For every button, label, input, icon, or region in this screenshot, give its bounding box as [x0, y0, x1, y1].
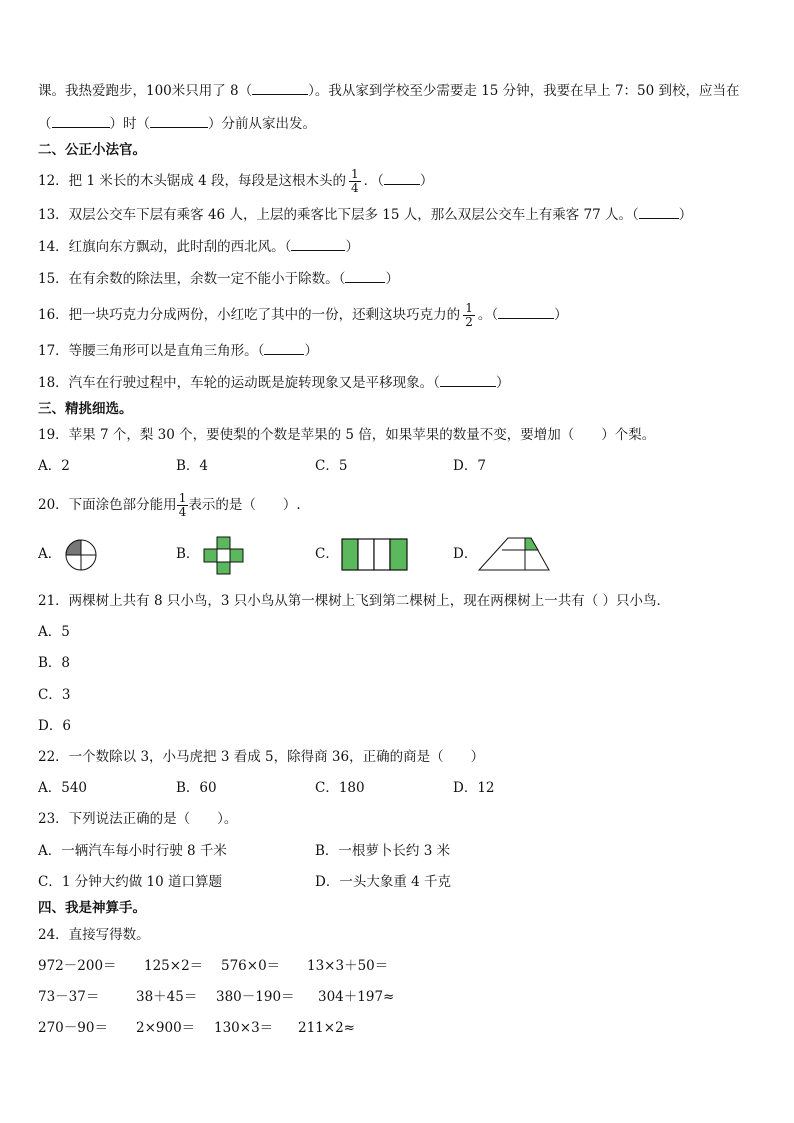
trapezoid-figure [478, 536, 550, 572]
answer-blank[interactable] [440, 373, 496, 387]
answer-blank[interactable] [384, 171, 420, 185]
option-c[interactable]: C．3 [38, 687, 71, 703]
text-line-1: 课。我热爱跑步，100米只用了 8（ ）。我从家到学校至少需要走 15 分钟，我要在早上 7：50 到校，应当在 [38, 83, 740, 99]
option-a[interactable]: A．一辆汽车每小时行驶 8 千米 [38, 843, 227, 859]
calc-item: 380－190＝ [216, 989, 295, 1005]
option-a[interactable]: A．540 [38, 780, 88, 796]
section-title: 三、精挑细选。 [38, 401, 133, 417]
calc-item: 130×3＝ [214, 1020, 274, 1036]
option-d[interactable]: D．6 [38, 718, 71, 734]
cross-figure [201, 536, 247, 576]
calc-item: 13×3＋50＝ [307, 958, 389, 974]
question-14: 14．红旗向东方飘动，此时刮的西北风。（ ） [38, 239, 359, 255]
option-b[interactable]: B．8 [38, 655, 71, 671]
question-16: 16．把一块巧克力分成两份，小红吃了其中的一份，还剩这块巧克力的 $\frac{1}{2}$ 。（ ） [38, 301, 568, 329]
answer-blank[interactable] [150, 114, 208, 128]
calc-item: 972－200＝ [38, 958, 117, 974]
option-d[interactable]: D． [453, 546, 478, 562]
calc-item: 576×0＝ [221, 958, 281, 974]
answer-blank[interactable] [345, 269, 385, 283]
question-13: 13．双层公交车下层有乘客 46 人，上层的乘客比下层多 15 人，那么双层公交车上有乘客 77 人。（ ） [38, 207, 693, 223]
calc-item: 125×2＝ [144, 958, 204, 974]
calc-item: 270－90＝ [38, 1020, 108, 1036]
question-24: 24．直接写得数。 [38, 927, 150, 943]
section-title: 四、我是神算手。 [38, 900, 146, 916]
option-b[interactable]: B．一根萝卜长约 3 米 [315, 843, 451, 859]
question-12: 12．把 1 米长的木头锯成 4 段，每段是这根木头的 $\frac{1}{4}$ ．（ ） [38, 167, 434, 195]
question-17: 17．等腰三角形可以是直角三角形。（ ） [38, 343, 318, 359]
question-21: 21．两棵树上共有 8 只小鸟，3 只小鸟从第一棵树上飞到第二棵树上，现在两棵树上一共有（ ）只小鸟． [38, 593, 671, 609]
fraction: $\frac{1}{2}$ [465, 301, 473, 329]
option-a[interactable]: A． [38, 546, 62, 562]
option-d[interactable]: D．一头大象重 4 千克 [315, 874, 451, 890]
calc-item: 38＋45＝ [136, 989, 198, 1005]
question-23: 23．下列说法正确的是（ ）。 [38, 811, 238, 827]
calc-item: 2×900＝ [136, 1020, 196, 1036]
answer-blank[interactable] [498, 305, 554, 319]
question-20: 20．下面涂色部分能用 $\frac{1}{4}$ 表示的是（ ）. [38, 491, 301, 519]
option-b[interactable]: B．60 [176, 780, 217, 796]
answer-blank[interactable] [291, 237, 345, 251]
pie-figure [63, 537, 99, 573]
answer-blank[interactable] [252, 81, 308, 95]
text-line-2: （ ）时（ ）分前从家出发。 [38, 116, 316, 132]
answer-blank[interactable] [52, 114, 110, 128]
option-b[interactable]: B． [176, 546, 200, 562]
section-title: 二、公正小法官。 [38, 142, 146, 158]
option-d[interactable]: D．12 [453, 780, 495, 796]
question-15: 15．在有余数的除法里，余数一定不能小于除数。（ ） [38, 271, 399, 287]
answer-blank[interactable] [264, 341, 304, 355]
option-c[interactable]: C．1 分钟大约做 10 道口算题 [38, 874, 222, 890]
option-c[interactable]: C．5 [315, 458, 348, 474]
bar-figure [341, 538, 409, 572]
option-c[interactable]: C．180 [315, 780, 365, 796]
option-b[interactable]: B．4 [176, 458, 209, 474]
fraction: $\frac{1}{4}$ [351, 167, 359, 195]
option-c[interactable]: C． [315, 546, 339, 562]
question-19: 19．苹果 7 个，梨 30 个，要使梨的个数是苹果的 5 倍，如果苹果的数量不变，要增加（ ）个梨。 [38, 427, 656, 443]
question-18: 18．汽车在行驶过程中，车轮的运动既是旋转现象又是平移现象。（ ） [38, 375, 510, 391]
question-22: 22．一个数除以 3，小马虎把 3 看成 5，除得商 36，正确的商是（ ） [38, 749, 485, 765]
option-a[interactable]: A．5 [38, 624, 70, 640]
calc-item: 304＋197≈ [318, 989, 395, 1005]
option-a[interactable]: A．2 [38, 458, 70, 474]
calc-item: 73－37＝ [38, 989, 100, 1005]
answer-blank[interactable] [639, 205, 679, 219]
option-d[interactable]: D．7 [453, 458, 486, 474]
fraction: $\frac{1}{4}$ [178, 491, 187, 519]
calc-item: 211×2≈ [298, 1020, 355, 1036]
